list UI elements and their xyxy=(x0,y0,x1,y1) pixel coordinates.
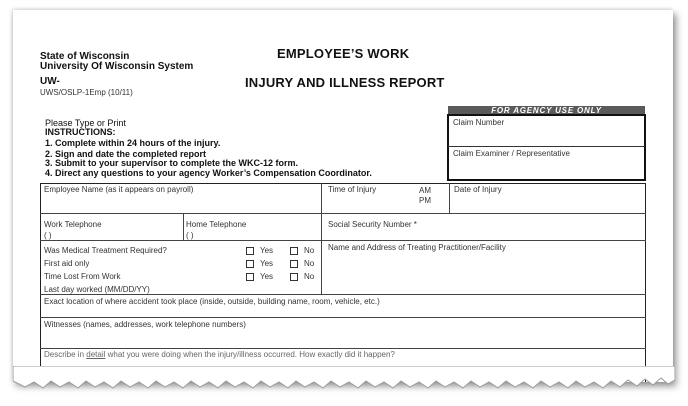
employee-name-label: Employee Name (as it appears on payroll) xyxy=(44,185,194,194)
last-day-worked-label: Last day worked (MM/DD/YY) xyxy=(44,285,150,294)
no-label: No xyxy=(304,272,315,281)
time-lost-label: Time Lost From Work xyxy=(44,272,121,281)
describe-label xyxy=(44,350,395,359)
medical-treatment-label: Was Medical Treatment Required? xyxy=(44,246,167,255)
yes-label: Yes xyxy=(260,246,274,255)
am-option[interactable]: AM xyxy=(419,186,431,195)
pm-option[interactable]: PM xyxy=(419,196,431,205)
no-label: No xyxy=(304,246,315,255)
ssn-label: Social Security Number * xyxy=(328,220,417,229)
agency-use-header: FOR AGENCY USE ONLY xyxy=(448,106,645,115)
instruction-item: 3. Submit to your supervisor to complete the WKC-12 form. xyxy=(45,158,299,168)
work-phone-area-code[interactable]: ( ) xyxy=(44,231,52,240)
no-label: No xyxy=(304,259,315,268)
practitioner-label: Name and Address of Treating Practitioner/Facility xyxy=(328,243,506,252)
claim-examiner-label: Claim Examiner / Representative xyxy=(453,149,570,158)
instructions-heading: INSTRUCTIONS: xyxy=(45,127,116,137)
title-line-1: EMPLOYEE’S WORK xyxy=(277,46,410,61)
home-phone-area-code[interactable]: ( ) xyxy=(186,231,194,240)
checkbox-icon xyxy=(290,273,298,281)
title-line-2: INJURY AND ILLNESS REPORT xyxy=(245,75,445,90)
describe-text: Describe in xyxy=(44,350,87,359)
describe-text: what you were doing when the injury/illness occurred. How exactly did it happen? xyxy=(105,350,395,359)
first-aid-no-checkbox[interactable] xyxy=(290,259,314,268)
first-aid-yes-checkbox[interactable] xyxy=(246,259,273,268)
claim-number-label: Claim Number xyxy=(453,118,505,127)
instruction-item: 1. Complete within 24 hours of the injury. xyxy=(45,138,221,148)
work-telephone-label: Work Telephone xyxy=(44,220,102,229)
time-lost-yes-checkbox[interactable] xyxy=(246,272,273,281)
witnesses-label: Witnesses (names, addresses, work telephone numbers) xyxy=(44,320,246,329)
please-type-text: Please Type or Print xyxy=(45,118,126,128)
instruction-item: 2. Sign and date the completed report xyxy=(45,149,207,159)
yes-label: Yes xyxy=(260,272,274,281)
torn-edge xyxy=(13,366,675,396)
accident-location-label: Exact location of where accident took place (inside, outside, building name, room, vehicle, etc.) xyxy=(44,297,380,306)
checkbox-icon xyxy=(246,273,254,281)
medical-yes-checkbox[interactable] xyxy=(246,246,273,255)
uw-code: UW- xyxy=(40,76,60,87)
time-of-injury-label: Time of Injury xyxy=(328,185,377,194)
form-page xyxy=(13,10,673,382)
home-telephone-label: Home Telephone xyxy=(186,220,247,229)
checkbox-icon xyxy=(246,260,254,268)
org-line-1: State of Wisconsin xyxy=(40,51,130,62)
yes-label: Yes xyxy=(260,259,274,268)
checkbox-icon xyxy=(290,260,298,268)
org-line-2: University Of Wisconsin System xyxy=(40,61,194,72)
first-aid-label: First aid only xyxy=(44,259,90,268)
form-number: UWS/OSLP-1Emp (10/11) xyxy=(40,88,133,97)
time-lost-no-checkbox[interactable] xyxy=(290,272,314,281)
checkbox-icon xyxy=(246,247,254,255)
instruction-item: 4. Direct any questions to your agency Worker’s Compensation Coordinator. xyxy=(45,168,372,178)
medical-no-checkbox[interactable] xyxy=(290,246,314,255)
describe-detail-text: detail xyxy=(86,350,106,359)
checkbox-icon xyxy=(290,247,298,255)
date-of-injury-label: Date of Injury xyxy=(454,185,502,194)
